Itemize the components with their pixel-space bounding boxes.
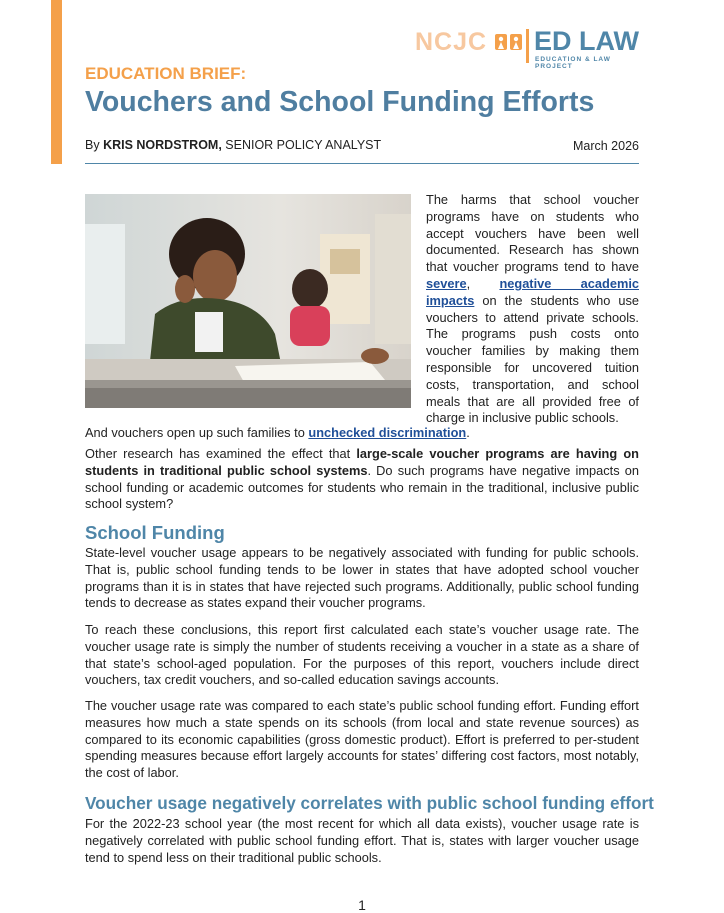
intro-paragraph-continued: [85, 425, 639, 442]
brief-kicker: EDUCATION BRIEF:: [85, 64, 247, 83]
school-funding-paragraph-3: The voucher usage rate was compared to each state’s public school funding effort. Funding effort measures how much a state spends on its schools (from local and state revenue sources) as compared to its economic capabilities (gross domestic product). Effort is preferred to per-student spending measures because effort largely accounts for states’ differing cost factors, most notably, the cost of labor.: [85, 698, 639, 781]
intro-text-2: ,: [466, 275, 500, 291]
publish-date: March 2026: [572, 139, 639, 153]
section-heading-school-funding: School Funding: [85, 522, 225, 543]
accent-bar: [51, 0, 62, 164]
author-name: KRIS NORDSTROM,: [103, 138, 222, 152]
intro-p2-text-1: Other research has examined the effect that: [85, 446, 357, 461]
logo-separator: [526, 29, 529, 63]
link-severe[interactable]: severe: [426, 275, 467, 291]
voucher-usage-paragraph-1: For the 2022-23 school year (the most recent for which all data exists), voucher usage rate is negatively correlated with public school funding effort. That is, states with larger voucher usage tend to spend less on their traditional public schools.: [85, 816, 639, 865]
header-divider: [85, 163, 639, 164]
logo-ncjc-text: NCJC: [415, 28, 488, 56]
author-role: SENIOR POLICY ANALYST: [221, 138, 382, 152]
link-unchecked-discrimination[interactable]: unchecked discrimination: [308, 425, 467, 440]
intro-paragraph-wrap: [426, 192, 639, 427]
link-negative-academic-impacts[interactable]: negative academic impacts: [426, 275, 639, 308]
intro-text-1: The harms that school voucher programs have on students who accept vouchers have been well documented. Research has shown that voucher programs tend to have: [426, 192, 639, 275]
intro-paragraph-2: [85, 446, 639, 513]
section-heading-voucher-usage: Voucher usage negatively correlates with public school funding effort: [85, 793, 654, 813]
school-funding-paragraph-2: To reach these conclusions, this report first calculated each state’s voucher usage rate. The voucher usage rate is simply the number of students receiving a voucher in a state as a share of that state’s school-aged population. For the purposes of this report, vouchers include direct vouchers, tax credit vouchers, and so-called education savings accounts.: [85, 622, 639, 688]
intro-p2-bold: large-scale voucher programs are having on students in traditional public school systems: [85, 446, 639, 478]
ncjc-edlaw-logo[interactable]: [415, 28, 645, 68]
byline: [85, 138, 381, 152]
intro-text-3: on the students who use vouchers to attend private schools. The programs push costs onto voucher families by making them responsible for uncovered tuition costs, transportation, and school meals that are all provided free of charge in inclusive public schools.: [426, 292, 639, 426]
byline-prefix: By: [85, 138, 104, 152]
intro-p2-text-2: . Do such programs have negative impacts on school funding or academic outcomes for students who remain in the traditional, inclusive public school system?: [85, 462, 639, 512]
page-number: 1: [358, 897, 366, 913]
logo-people-icon: [495, 31, 523, 53]
logo-edlaw-text: ED LAW: [534, 26, 639, 56]
page-title: Vouchers and School Funding Efforts: [85, 86, 595, 118]
logo-tagline: EDUCATION & LAW PROJECT: [535, 56, 611, 70]
school-funding-paragraph-1: State-level voucher usage appears to be negatively associated with funding for public schools. That is, public school funding tends to be lower in states that have adopted school voucher programs than it is in states that have rejected such programs. Additionally, public school funding tends to decrease as states expand their voucher programs.: [85, 545, 639, 611]
intro-text-5: .: [466, 425, 470, 440]
intro-text-4: And vouchers open up such families to: [85, 425, 309, 440]
student-reading-photo: [85, 194, 411, 408]
